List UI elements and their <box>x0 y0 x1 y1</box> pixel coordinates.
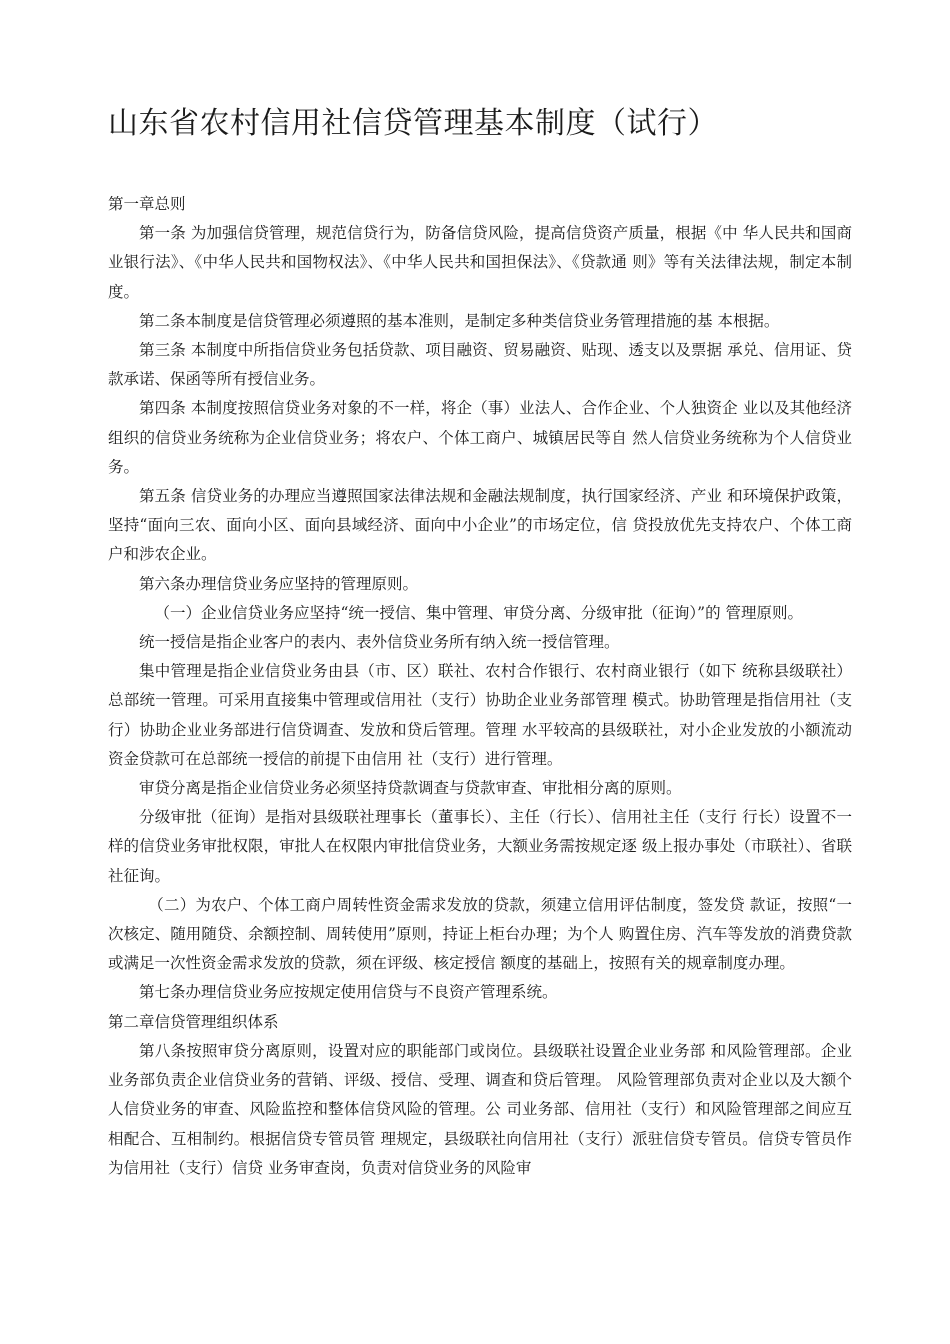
clause-paragraph: 统一授信是指企业客户的表内、表外信贷业务所有纳入统一授信管理。 <box>139 633 620 652</box>
document-body <box>108 190 852 1183</box>
chapter-heading: 第一章总则 <box>108 195 186 213</box>
clause-paragraph: （二）为农户、个体工商户周转性资金需求发放的贷款，须建立信用评估制度，签发贷 款证，按照“一次核定、随用随贷、余额控制、周转使用”原则，持证上柜台办理；为个人 购置住房、汽车等发放的消费贷款或满足一次性资金需求发放的贷款，须在评级、核定授信 额度的基础上，按照有关的规章制度办理。 <box>108 895 852 973</box>
article-paragraph: 第八条按照审贷分离原则，设置对应的职能部门或岗位。县级联社设置企业业务部 和风险管理部。企业业务部负责企业信贷业务的营销、评级、授信、受理、调查和贷后管理。 风险管理部负责对企业以及大额个人信贷业务的审查、风险监控和整体信贷风险的管理。公 司业务部、信用社（支行）和风险管理部之间应互相配合、互相制约。根据信贷专管员管 理规定，县级联社向信用社（支行）派驻信贷专管员。信贷专管员作为信用社（支行）信贷 业务审查岗，负责对信贷业务的风险审 <box>108 1041 852 1177</box>
article-paragraph: 第一条 为加强信贷管理，规范信贷行为，防备信贷风险，提高信贷资产质量，根据《中 华人民共和国商业银行法》、《中华人民共和国物权法》、《中华人民共和国担保法》、《贷款通 则》等有关法律法规，制定本制度。 <box>108 224 852 301</box>
article-paragraph: 第六条办理信贷业务应坚持的管理原则。 <box>139 574 419 593</box>
document-title: 山东省农村信用社信贷管理基本制度（试行） <box>108 106 718 141</box>
clause-paragraph: 审贷分离是指企业信贷业务必须坚持贷款调查与贷款审查、审批相分离的原则。 <box>139 779 682 798</box>
clause-paragraph: （一）企业信贷业务应坚持“统一授信、集中管理、审贷分离、分级审批（征询）”的 管理原则。 <box>154 603 804 622</box>
chapter-heading: 第二章信贷管理组织体系 <box>108 1012 279 1031</box>
article-paragraph: 第三条 本制度中所指信贷业务包括贷款、项目融资、贸易融资、贴现、透支以及票据 承兑、信用证、贷款承诺、保函等所有授信业务。 <box>108 341 852 389</box>
clause-paragraph: 分级审批（征询）是指对县级联社理事长（董事长）、主任（行长）、信用社主任（支行 行长）设置不一样的信贷业务审批权限，审批人在权限内审批信贷业务，大额业务需按规定逐 级上报办事处（市联社）、省联社征询。 <box>108 808 852 885</box>
article-paragraph: 第七条办理信贷业务应按规定使用信贷与不良资产管理系统。 <box>139 983 558 1002</box>
clause-paragraph: 集中管理是指企业信贷业务由县（市、区）联社、农村合作银行、农村商业银行（如下 统称县级联社）总部统一管理。可采用直接集中管理或信用社（支行）协助企业业务部管理 模式。协助管理是指信用社（支行）协助企业业务部进行信贷调查、发放和贷后管理。管理 水平较高的县级联社，对小企业发放的小额流动资金贷款可在总部统一授信的前提下由信用 社（支行）进行管理。 <box>108 662 852 768</box>
article-paragraph: 第二条本制度是信贷管理必须遵照的基本准则，是制定多种类信贷业务管理措施的基 本根据。 <box>139 311 780 330</box>
article-paragraph: 第四条 本制度按照信贷业务对象的不一样，将企（事）业法人、合作企业、个人独资企 业以及其他经济组织的信贷业务统称为企业信贷业务；将农户、个体工商户、城镇居民等自 然人信贷业务统称为个人信贷业务。 <box>108 399 852 476</box>
article-paragraph: 第五条 信贷业务的办理应当遵照国家法律法规和金融法规制度，执行国家经济、产业 和环境保护政策，坚持“面向三农、面向小区、面向县域经济、面向中小企业”的市场定位，信 贷投放优先支持农户、个体工商户和涉农企业。 <box>108 487 852 564</box>
